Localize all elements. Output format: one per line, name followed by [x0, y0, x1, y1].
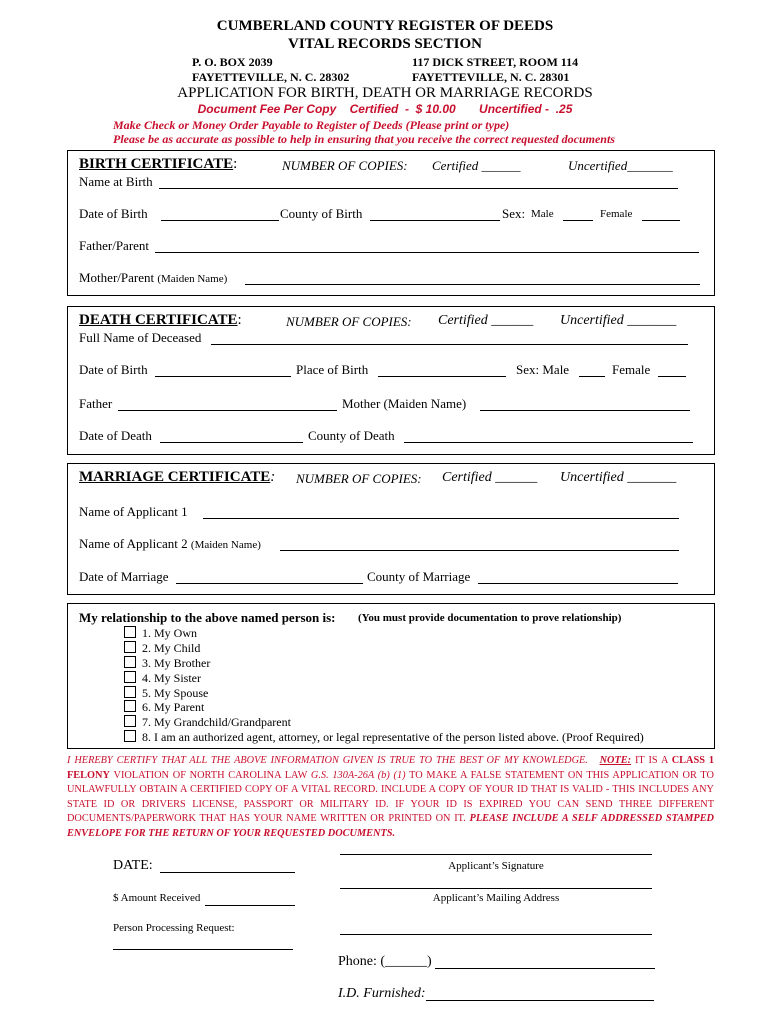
- person-processing-field[interactable]: [113, 937, 293, 950]
- relationship-option[interactable]: [124, 656, 210, 671]
- street-city: FAYETTEVILLE, N. C. 28301: [412, 70, 570, 84]
- birth-mother-label-wrap: [79, 270, 227, 286]
- checkbox[interactable]: [124, 656, 136, 668]
- death-heading: DEATH CERTIFICATE: [79, 312, 238, 328]
- option-label: 2. My Child: [142, 641, 201, 655]
- office-title: CUMBERLAND COUNTY REGISTER OF DEEDS: [216, 18, 554, 34]
- accuracy-note: Please be as accurate as possible to help in ensuring that you receive the correct requested documents: [113, 132, 615, 146]
- note-label: NOTE:: [599, 755, 632, 766]
- birth-certified-copies[interactable]: Certified ______: [432, 158, 521, 173]
- checkbox[interactable]: [124, 671, 136, 683]
- payment-note: Make Check or Money Order Payable to Register of Deeds (Please print or type): [113, 118, 510, 132]
- id-furnished-label: I.D. Furnished:: [338, 986, 426, 1001]
- notice-text: TO MAKE A FALSE STATEMENT ON THIS APPLICATION OR TO UNLAWFULLY OBTAIN A CERTIFIED COPY OF A VITAL RECORD. INCLUDE A COPY OF YOUR ID THAT IS VALID - THIS INCLUDES ANY STATE ID OR DRIVERS LICENSE, PASSPORT OR MILITARY ID. IF YOUR ID IS EXPIRED YOU CAN SEND THREE DIFFERENT DOCUMENTS/PAPERWORK THAT HAS YOUR NAME WRITTEN OR PRINTED ON IT.: [67, 769, 714, 824]
- birth-father-label: Father/Parent: [79, 238, 150, 253]
- marriage-dom-label: Date of Marriage: [79, 569, 169, 584]
- death-dob-field[interactable]: [155, 364, 291, 377]
- marriage-uncertified-copies[interactable]: Uncertified _______: [560, 470, 677, 485]
- option-label: 7. My Grandchild/Grandparent: [142, 715, 291, 729]
- birth-heading-wrap: [79, 156, 237, 173]
- certify-statement: I HEREBY CERTIFY THAT ALL THE ABOVE INFORMATION GIVEN IS TRUE TO THE BEST OF MY KNOWLEDGE.: [67, 755, 588, 766]
- death-mother-label: Mother (Maiden Name): [342, 396, 467, 411]
- relationship-option[interactable]: [124, 730, 644, 745]
- death-father-field[interactable]: [118, 398, 337, 411]
- birth-female-label: Female: [600, 208, 633, 220]
- birth-county-field[interactable]: [370, 208, 500, 221]
- statute-reference: G.S. 130A-26A (b) (1): [310, 769, 406, 781]
- birth-male-field[interactable]: [563, 208, 593, 221]
- marriage-heading-colon: :: [270, 469, 276, 485]
- marriage-app1-label: Name of Applicant 1: [79, 504, 188, 519]
- phone-field[interactable]: [435, 956, 655, 969]
- mailing-address-label: Applicant’s Mailing Address: [432, 892, 560, 904]
- marriage-app2-label-wrap: [79, 536, 261, 552]
- application-title: APPLICATION FOR BIRTH, DEATH OR MARRIAGE RECORDS: [177, 85, 593, 101]
- option-label: 6. My Parent: [142, 700, 205, 714]
- death-county-field[interactable]: [404, 430, 693, 443]
- relationship-option[interactable]: [124, 686, 208, 701]
- birth-copies-label: NUMBER OF COPIES:: [282, 158, 408, 173]
- envelope-instruction: PLEASE INCLUDE A SELF ADDRESSED STAMPED ENVELOPE FOR THE RETURN OF YOUR REQUESTED DOCUMENTS.: [67, 813, 714, 839]
- marriage-heading-wrap: [79, 469, 275, 486]
- amount-received-field[interactable]: [205, 893, 295, 906]
- person-processing-label: Person Processing Request:: [113, 922, 235, 934]
- amount-received-label: $ Amount Received: [113, 892, 201, 904]
- birth-heading-colon: :: [233, 156, 238, 172]
- option-label: 1. My Own: [142, 626, 198, 640]
- checkbox[interactable]: [124, 730, 136, 742]
- checkbox[interactable]: [124, 686, 136, 698]
- checkbox[interactable]: [124, 641, 136, 653]
- option-label: 4. My Sister: [142, 671, 202, 685]
- birth-name-field[interactable]: [159, 176, 678, 189]
- marriage-app1-field[interactable]: [203, 506, 679, 519]
- signature-field[interactable]: [340, 842, 652, 855]
- phone-label: Phone: (______): [338, 954, 432, 969]
- birth-name-label: Name at Birth: [79, 174, 153, 189]
- relationship-note: (You must provide documentation to prove relationship): [358, 612, 622, 624]
- relationship-option[interactable]: [124, 641, 200, 656]
- death-pob-field[interactable]: [378, 364, 506, 377]
- relationship-option[interactable]: [124, 626, 197, 641]
- death-uncertified-copies[interactable]: Uncertified _______: [560, 313, 677, 328]
- option-label: 5. My Spouse: [142, 686, 209, 700]
- relationship-heading: My relationship to the above named person is:: [79, 610, 336, 625]
- po-box: P. O. BOX 2039: [192, 55, 273, 69]
- death-heading-wrap: [79, 312, 242, 329]
- birth-father-field[interactable]: [155, 240, 699, 253]
- death-dod-label: Date of Death: [79, 428, 152, 443]
- death-pob-label: Place of Birth: [296, 362, 369, 377]
- notice-text: IT IS A: [631, 755, 672, 766]
- notice-text: VIOLATION OF NORTH CAROLINA LAW: [109, 769, 311, 781]
- birth-sex-label: Sex:: [502, 206, 526, 221]
- death-certified-copies[interactable]: Certified ______: [438, 313, 534, 328]
- death-mother-field[interactable]: [480, 398, 690, 411]
- relationship-option[interactable]: [124, 700, 204, 715]
- option-label: 8. I am an authorized agent, attorney, or legal representative of the person listed above. (Proof Required): [142, 730, 644, 744]
- certification-notice: [67, 754, 714, 841]
- death-male-field[interactable]: [579, 364, 605, 377]
- marriage-app2-label: Name of Applicant 2: [79, 536, 188, 551]
- marriage-maiden-note: (Maiden Name): [190, 539, 261, 551]
- birth-female-field[interactable]: [642, 208, 680, 221]
- marriage-copies-label: NUMBER OF COPIES:: [296, 471, 422, 486]
- fee-line: Document Fee Per Copy Certified - $ 10.00 Uncertified - .25: [197, 102, 573, 116]
- death-sex-male-label: Sex: Male: [516, 362, 570, 377]
- marriage-county-field[interactable]: [478, 571, 678, 584]
- date-field[interactable]: [160, 860, 295, 873]
- mailing-address-field[interactable]: [340, 876, 652, 889]
- marriage-certified-copies[interactable]: Certified ______: [442, 470, 538, 485]
- death-name-field[interactable]: [211, 332, 688, 345]
- death-father-label: Father: [79, 396, 113, 411]
- marriage-app2-field[interactable]: [280, 538, 679, 551]
- marriage-heading: MARRIAGE CERTIFICATE: [79, 469, 271, 485]
- birth-uncertified-copies[interactable]: Uncertified_______: [568, 158, 673, 173]
- date-label: DATE:: [113, 858, 153, 873]
- birth-heading: BIRTH CERTIFICATE: [79, 156, 234, 172]
- relationship-option[interactable]: [124, 671, 201, 686]
- signature-label: Applicant’s Signature: [448, 860, 544, 872]
- street-address: 117 DICK STREET, ROOM 114: [412, 55, 579, 69]
- checkbox[interactable]: [124, 715, 136, 727]
- birth-male-label: Male: [531, 208, 554, 220]
- id-furnished-field[interactable]: [426, 988, 654, 1001]
- death-dod-field[interactable]: [160, 430, 303, 443]
- death-heading-colon: :: [237, 312, 242, 328]
- birth-maiden-note: (Maiden Name): [157, 273, 228, 285]
- extra-address-field[interactable]: [340, 922, 652, 935]
- birth-dob-field[interactable]: [161, 208, 279, 221]
- death-dob-label: Date of Birth: [79, 362, 148, 377]
- marriage-dom-field[interactable]: [176, 571, 363, 584]
- death-copies-label: NUMBER OF COPIES:: [286, 314, 412, 329]
- birth-county-label: County of Birth: [280, 206, 363, 221]
- death-county-label: County of Death: [308, 428, 395, 443]
- relationship-option[interactable]: [124, 715, 291, 730]
- death-female-label: Female: [612, 362, 651, 377]
- checkbox[interactable]: [124, 626, 136, 638]
- birth-mother-field[interactable]: [245, 272, 700, 285]
- birth-dob-label: Date of Birth: [79, 206, 148, 221]
- death-name-label: Full Name of Deceased: [79, 330, 202, 345]
- mailing-city: FAYETTEVILLE, N. C. 28302: [192, 70, 350, 84]
- section-title: VITAL RECORDS SECTION: [288, 36, 482, 52]
- death-female-field[interactable]: [658, 364, 686, 377]
- checkbox[interactable]: [124, 700, 136, 712]
- felony-label: CLASS 1 FELONY: [67, 755, 714, 781]
- option-label: 3. My Brother: [142, 656, 211, 670]
- marriage-county-label: County of Marriage: [367, 569, 471, 584]
- birth-mother-label: Mother/Parent: [79, 270, 155, 285]
